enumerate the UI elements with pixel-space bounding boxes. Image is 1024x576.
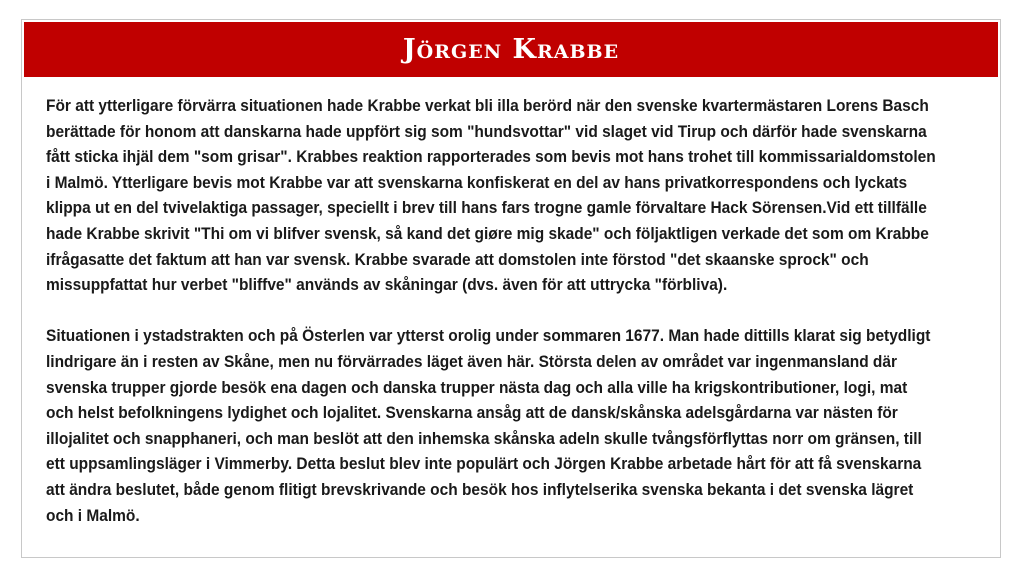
- title-bar: [24, 22, 998, 77]
- paragraph-1: För att ytterligare förvärra situationen hade Krabbe verkat bli illa berörd när den svenske kvartermästaren Lorens Basch berättade för honom att danskarna hade uppfört sig som "hundsvottar" vid slaget vid Tirup och därför hade svenskarna fått sticka ihjäl dem "som grisar". Krabbes reaktion rapporterades som bevis mot hans trohet till kommissarialdomstolen i Malmö. Ytterligare bevis mot Krabbe var att svenskarna konfiskerat en del av hans privatkorrespondens och lyckats klippa ut en del tvivelaktiga passager, speciellt i brev till hans fars trogne gamle förvaltare Hack Sörensen.Vid ett tillfälle hade Krabbe skrivit "Thi om vi blifver svensk, så kand det giøre mig skade" och följaktligen verkade det som om Krabbe ifrågasatte det faktum att han var svensk. Krabbe svarade att domstolen inte förstod "det skaanske sprock" och missuppfattat hur verbet "bliffve" används av skåningar (dvs. även för att uttrycka "förbliva).: [46, 97, 936, 295]
- slide-title: Jörgen Krabbe: [402, 34, 620, 65]
- slide-body: [46, 94, 939, 529]
- paragraph-2: Situationen i ystadstrakten och på Österlen var ytterst orolig under sommaren 1677. Man hade dittills klarat sig betydligt lindrigare än i resten av Skåne, men nu förvärrades läget även här. Största delen av området var ingenmansland där svenska trupper gjorde besök ena dagen och danska trupper nästa dag och alla ville ha krigskontributioner, logi, mat och helst befolkningens lydighet och lojalitet. Svenskarna ansåg att de dansk/skånska adelsgårdarna var nästen för illojalitet och snapphaneri, och man beslöt att den inhemska skånska adeln skulle tvångsförflyttas norr om gränsen, till ett uppsamlingsläger i Vimmerby. Detta beslut blev inte populärt och Jörgen Krabbe arbetade hårt för att få svenskarna att ändra beslutet, både genom flitigt brevskrivande och besök hos inflytelserika svenska bekanta i det svenska lägret och i Malmö.: [46, 327, 931, 525]
- slide: [21, 19, 1001, 558]
